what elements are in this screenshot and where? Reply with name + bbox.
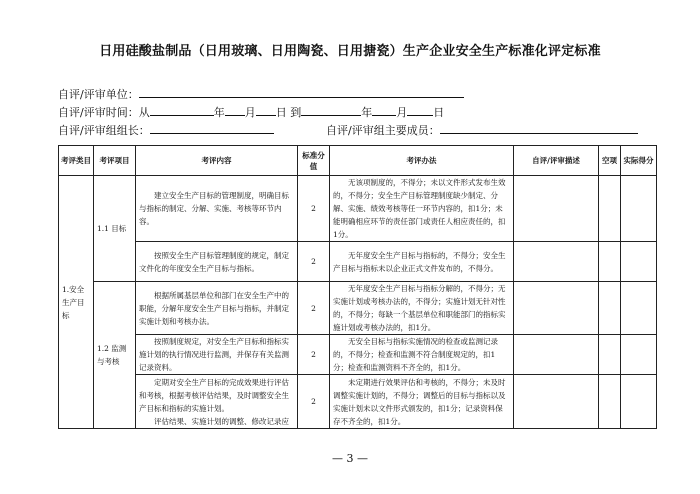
content-cell: 按照制度规定，对安全生产目标和指标实施计划的执行情况进行监测，并保存有关监测记录资料。 bbox=[136, 335, 298, 375]
table-row bbox=[59, 282, 657, 335]
score-cell: 2 bbox=[298, 282, 330, 335]
to-month-blank bbox=[372, 104, 396, 116]
col-header-content: 考评内容 bbox=[136, 146, 298, 176]
leader-line bbox=[58, 122, 274, 138]
col-header-item: 考评项目 bbox=[94, 146, 136, 176]
empty-cell[interactable] bbox=[599, 242, 621, 282]
content-cell: 根据所属基层单位和部门在安全生产中的职能，分解年度安全生产目标与指标，并制定实施计划和考核办法。 bbox=[136, 282, 298, 335]
description-cell[interactable] bbox=[514, 242, 599, 282]
from-month-label: 月 bbox=[244, 106, 256, 119]
unit-label: 自评/评审单位： bbox=[58, 88, 139, 101]
col-header-empty: 空项 bbox=[599, 146, 621, 176]
to-day-label: 日 bbox=[433, 106, 445, 119]
actual-score-cell[interactable] bbox=[621, 242, 657, 282]
category-cell: 1.安全生产目标 bbox=[59, 176, 94, 429]
leader-blank bbox=[150, 122, 274, 134]
col-header-score: 标准分值 bbox=[298, 146, 330, 176]
col-header-category: 考评类目 bbox=[59, 146, 94, 176]
from-day-blank bbox=[256, 104, 276, 116]
members-label: 自评/评审组主要成员： bbox=[326, 124, 440, 137]
from-year-label: 年 bbox=[213, 106, 225, 119]
col-header-method: 考评办法 bbox=[330, 146, 514, 176]
empty-cell[interactable] bbox=[599, 176, 621, 242]
unit-line bbox=[58, 86, 464, 102]
unit-blank bbox=[139, 86, 464, 98]
table-row bbox=[59, 375, 657, 429]
table-row bbox=[59, 335, 657, 375]
method-cell: 无年度安全生产目标与指标分解的，不得分；无实施计划或考核办法的，不得分；实施计划无针对性的，不得分；每缺一个基层单位和职能部门的指标实施计划或考核办法的，扣1分。 bbox=[330, 282, 514, 335]
actual-score-cell[interactable] bbox=[621, 375, 657, 429]
col-header-actual-score: 实际得分 bbox=[621, 146, 657, 176]
table-row bbox=[59, 242, 657, 282]
method-cell: 无安全目标与指标实施情况的检查或监测记录的，不得分；检查和监测不符合制度规定的，扣1分；检查和监测资料不齐全的，扣1分。 bbox=[330, 335, 514, 375]
empty-cell[interactable] bbox=[599, 282, 621, 335]
item-cell: 1.2 监测与考核 bbox=[94, 282, 136, 429]
to-year-blank bbox=[301, 104, 361, 116]
content-cell: 按照安全生产目标管理制度的规定，制定文件化的年度安全生产目标与指标。 bbox=[136, 242, 298, 282]
description-cell[interactable] bbox=[514, 176, 599, 242]
score-cell: 2 bbox=[298, 176, 330, 242]
actual-score-cell[interactable] bbox=[621, 335, 657, 375]
empty-cell[interactable] bbox=[599, 335, 621, 375]
description-cell[interactable] bbox=[514, 282, 599, 335]
to-day-blank bbox=[407, 104, 433, 116]
content-text: 定期对安全生产目标的完成效果进行评估和考核，根据考核评估结果，及时调整安全生产目标和指标的实施计划。 bbox=[139, 377, 289, 413]
to-month-label: 月 bbox=[396, 106, 408, 119]
description-cell[interactable] bbox=[514, 375, 599, 429]
members-line bbox=[326, 122, 638, 138]
from-year-blank bbox=[150, 104, 214, 116]
leader-label: 自评/评审组组长： bbox=[58, 124, 150, 137]
empty-cell[interactable] bbox=[599, 375, 621, 429]
method-cell: 无该项制度的，不得分；未以文件形式发布生效的，不得分；安全生产目标管理制度缺少制定、分解、实施、绩效考核等任一环节内容的，扣1分；未能明确相应环节的责任部门或责任人相应责任的，扣1分。 bbox=[330, 176, 514, 242]
from-month-blank bbox=[225, 104, 245, 116]
description-cell[interactable] bbox=[514, 335, 599, 375]
score-cell: 2 bbox=[298, 242, 330, 282]
to-year-label: 年 bbox=[361, 106, 373, 119]
time-label: 自评/评审时间：从 bbox=[58, 106, 150, 119]
col-header-description: 自评/评审描述 bbox=[514, 146, 599, 176]
content-cell: 建立安全生产目标的管理制度，明确目标与指标的制定、分解、实施、考核等环节内容。 bbox=[136, 176, 298, 242]
content-cell bbox=[136, 375, 298, 429]
item-cell: 1.1 目标 bbox=[94, 176, 136, 282]
from-day-label: 日 bbox=[275, 106, 287, 119]
time-line bbox=[58, 104, 444, 120]
content-text-continued: 评估结果、实施计划的调整、修改记录应 bbox=[154, 416, 289, 426]
page-number: — 3 — bbox=[332, 452, 368, 465]
page-title: 日用硅酸盐制品（日用玻璃、日用陶瓷、日用搪瓷）生产企业安全生产标准化评定标准 bbox=[99, 44, 601, 59]
method-cell: 无年度安全生产目标与指标的，不得分；安全生产目标与指标未以企业正式文件发布的，不得分。 bbox=[330, 242, 514, 282]
header-row bbox=[59, 146, 657, 176]
method-cell: 未定期进行效果评估和考核的，不得分；未及时调整实施计划的，不得分；调整后的目标与指标以及实施计划未以文件形式颁发的，扣1分；记录资料保存不齐全的，扣1分。 bbox=[330, 375, 514, 429]
to-label: 到 bbox=[290, 106, 302, 119]
score-cell: 2 bbox=[298, 335, 330, 375]
actual-score-cell[interactable] bbox=[621, 282, 657, 335]
actual-score-cell[interactable] bbox=[621, 176, 657, 242]
evaluation-table bbox=[58, 145, 657, 429]
score-cell: 2 bbox=[298, 375, 330, 429]
table-row bbox=[59, 176, 657, 242]
members-blank bbox=[440, 122, 638, 134]
